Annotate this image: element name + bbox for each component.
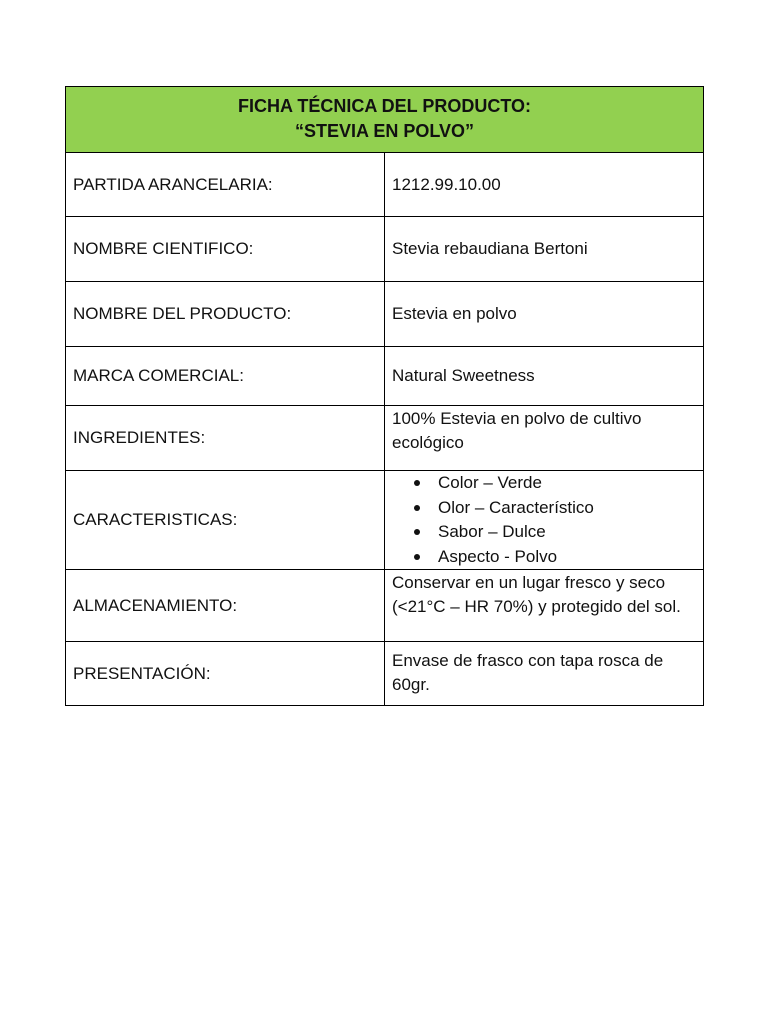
row-value: Stevia rebaudiana Bertoni — [385, 217, 704, 282]
row-value: Natural Sweetness — [385, 347, 704, 406]
row-label: ALMACENAMIENTO: — [66, 570, 385, 642]
row-label: INGREDIENTES: — [66, 406, 385, 471]
row-label: MARCA COMERCIAL: — [66, 347, 385, 406]
row-value: Estevia en polvo — [385, 282, 704, 347]
table-header-row — [66, 87, 704, 153]
title-line-2: “STEVIA EN POLVO” — [294, 120, 475, 141]
bullet-icon — [414, 529, 420, 535]
row-value: 1212.99.10.00 — [385, 153, 704, 217]
row-label: PARTIDA ARANCELARIA: — [66, 153, 385, 217]
row-label: NOMBRE DEL PRODUCTO: — [66, 282, 385, 347]
list-item-text: Aspecto - Polvo — [438, 546, 558, 566]
table-row — [66, 406, 704, 471]
list-item-text: Sabor – Dulce — [438, 522, 546, 541]
row-value: Envase de frasco con tapa rosca de 60gr. — [385, 642, 704, 706]
list-item — [438, 496, 696, 521]
row-value — [385, 471, 704, 570]
list-item — [438, 545, 696, 570]
bullet-icon — [414, 554, 420, 560]
table-row — [66, 471, 704, 570]
bullet-icon — [414, 505, 420, 511]
list-item — [438, 471, 696, 496]
table-title — [66, 87, 704, 153]
bullet-icon — [414, 480, 420, 486]
row-label: CARACTERISTICAS: — [66, 471, 385, 570]
characteristics-list — [392, 471, 696, 569]
table-row — [66, 642, 704, 706]
row-label: PRESENTACIÓN: — [66, 642, 385, 706]
table-row — [66, 153, 704, 217]
table-row — [66, 217, 704, 282]
list-item — [438, 520, 696, 545]
title-line-1: FICHA TÉCNICA DEL PRODUCTO: — [238, 95, 532, 116]
table-row — [66, 570, 704, 642]
row-label: NOMBRE CIENTIFICO: — [66, 217, 385, 282]
product-spec-table — [65, 86, 704, 706]
list-item-text: Olor – Característico — [438, 497, 594, 517]
row-value: 100% Estevia en polvo de cultivo ecológico — [385, 406, 704, 471]
table-row — [66, 282, 704, 347]
row-value: Conservar en un lugar fresco y seco (<21°C – HR 70%) y protegido del sol. — [385, 570, 704, 642]
table-row — [66, 347, 704, 406]
list-item-text: Color – Verde — [438, 473, 542, 492]
